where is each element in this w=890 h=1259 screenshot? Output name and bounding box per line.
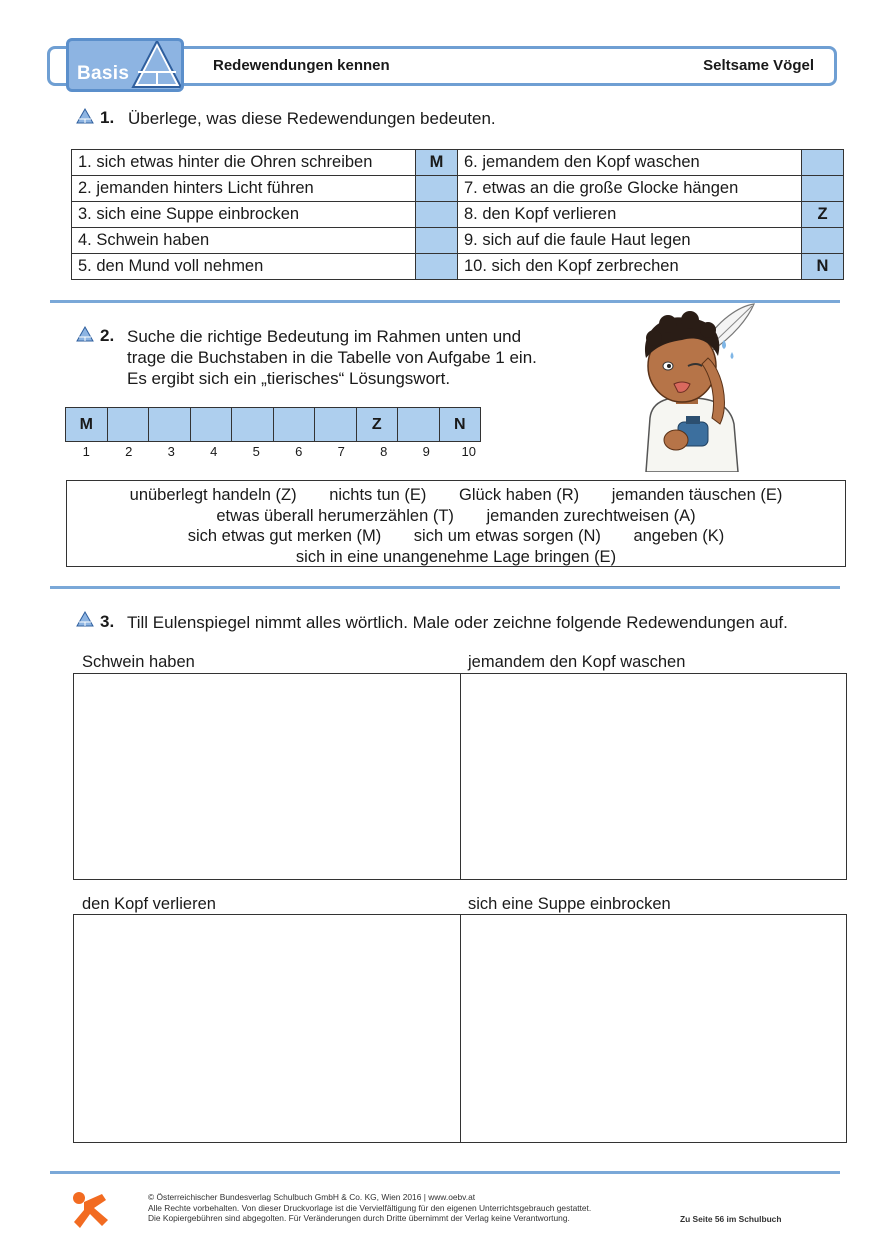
meaning-item: jemanden zurechtweisen (A) — [486, 506, 696, 525]
drawing-label: den Kopf verlieren — [82, 895, 216, 913]
solution-number: 5 — [252, 444, 260, 459]
footer-line: Alle Rechte vorbehalten. Von dieser Druckvorlage ist die Vervielfältigung für den eigenen Unterrichtsgebrauch gestattet. — [148, 1202, 592, 1213]
solution-number: 8 — [380, 444, 388, 459]
task-2-instruction-line: Suche die richtige Bedeutung im Rahmen unten und — [127, 327, 522, 346]
answer-cell[interactable]: M — [416, 150, 458, 176]
meaning-item: etwas überall herumerzählen (T) — [216, 506, 454, 525]
idiom-cell: 5. den Mund voll nehmen — [72, 254, 416, 280]
idiom-cell: 2. jemanden hinters Licht führen — [72, 176, 416, 202]
footer-page-reference: Zu Seite 56 im Schulbuch — [680, 1214, 782, 1224]
idiom-cell: 1. sich etwas hinter die Ohren schreiben — [72, 150, 416, 176]
solution-cell[interactable]: M — [65, 407, 108, 442]
solution-number: 4 — [210, 444, 218, 459]
task-2-instruction-line: Es ergibt sich ein „tierisches“ Lösungswort. — [127, 369, 451, 388]
answer-cell[interactable] — [416, 228, 458, 254]
drawing-label: sich eine Suppe einbrocken — [468, 895, 671, 913]
answer-cell[interactable] — [802, 150, 844, 176]
drawing-label: Schwein haben — [82, 653, 195, 671]
solution-cell[interactable] — [148, 407, 191, 442]
solution-word-row — [65, 407, 481, 442]
worksheet-title: Redewendungen kennen — [213, 57, 390, 74]
solution-number: 2 — [125, 444, 133, 459]
idiom-cell: 8. den Kopf verlieren — [458, 202, 802, 228]
meaning-item: unüberlegt handeln (Z) — [129, 486, 297, 504]
meanings-line — [67, 506, 845, 527]
idiom-cell: 4. Schwein haben — [72, 228, 416, 254]
section-divider — [50, 586, 840, 589]
table-row — [72, 202, 844, 228]
section-divider — [50, 1171, 840, 1174]
meanings-line — [67, 485, 845, 506]
table-row — [72, 228, 844, 254]
answer-cell[interactable]: N — [802, 254, 844, 280]
level-triangle-icon — [76, 108, 94, 124]
solution-cell[interactable] — [314, 407, 357, 442]
task-1-instruction: Überlege, was diese Redewendungen bedeuten. — [128, 109, 496, 128]
task-3-instruction: Till Eulenspiegel nimmt alles wörtlich. Male oder zeichne folgende Redewendungen auf. — [127, 613, 788, 632]
meaning-item: jemanden täuschen (E) — [611, 486, 783, 504]
meanings-line — [67, 526, 845, 547]
solution-number: 1 — [82, 444, 90, 459]
solution-number: 7 — [337, 444, 345, 459]
solution-cell[interactable]: Z — [356, 407, 399, 442]
solution-cell[interactable] — [273, 407, 316, 442]
table-row — [72, 176, 844, 202]
level-triangle-icon — [76, 326, 94, 342]
task-1-number: 1. — [100, 108, 115, 127]
solution-cell[interactable] — [190, 407, 233, 442]
idiom-cell: 6. jemandem den Kopf waschen — [458, 150, 802, 176]
level-triangle-icon — [131, 39, 183, 91]
meaning-item: Glück haben (R) — [459, 486, 580, 504]
answer-cell[interactable] — [802, 176, 844, 202]
worksheet-topic: Seltsame Vögel — [703, 57, 814, 74]
meaning-item: nichts tun (E) — [329, 486, 427, 504]
idiom-cell: 10. sich den Kopf zerbrechen — [458, 254, 802, 280]
footer-line: © Österreichischer Bundesverlag Schulbuch GmbH & Co. KG, Wien 2016 | www.oebv.at — [148, 1192, 476, 1202]
solution-cell[interactable] — [107, 407, 150, 442]
idiom-table — [71, 149, 844, 280]
publisher-logo-icon — [70, 1190, 112, 1230]
task-2-instruction-line: trage die Buchstaben in die Tabelle von Aufgabe 1 ein. — [127, 348, 537, 367]
idiom-cell: 3. sich eine Suppe einbrocken — [72, 202, 416, 228]
meanings-box — [66, 480, 846, 567]
meaning-item: sich in eine unangenehme Lage bringen (E) — [295, 547, 617, 566]
answer-cell[interactable] — [416, 176, 458, 202]
drawing-area[interactable] — [460, 914, 847, 1143]
solution-cell[interactable] — [231, 407, 274, 442]
answer-cell[interactable] — [416, 202, 458, 228]
solution-number: 10 — [461, 444, 476, 459]
meaning-item: sich um etwas sorgen (N) — [413, 527, 601, 545]
answer-cell[interactable] — [416, 254, 458, 280]
meaning-item: sich etwas gut merken (M) — [187, 527, 382, 545]
boy-with-quill-illustration — [612, 300, 762, 472]
table-row — [72, 254, 844, 280]
footer-line: Die Kopiergebühren sind abgegolten. Für Veränderungen durch Dritte übernimmt der Verlag keine Verantwortung. — [148, 1213, 570, 1223]
drawing-area[interactable] — [73, 673, 461, 880]
solution-number: 3 — [167, 444, 175, 459]
solution-number: 9 — [422, 444, 430, 459]
drawing-area[interactable] — [73, 914, 461, 1143]
table-row — [72, 150, 844, 176]
solution-cell[interactable] — [397, 407, 440, 442]
level-badge-label: Basis — [77, 63, 130, 84]
task-2-number: 2. — [100, 326, 115, 345]
solution-cell[interactable]: N — [439, 407, 482, 442]
drawing-label: jemandem den Kopf waschen — [468, 653, 686, 671]
answer-cell[interactable]: Z — [802, 202, 844, 228]
answer-cell[interactable] — [802, 228, 844, 254]
level-badge — [66, 38, 184, 92]
level-triangle-icon — [76, 611, 94, 627]
task-3-number: 3. — [100, 612, 115, 631]
idiom-cell: 7. etwas an die große Glocke hängen — [458, 176, 802, 202]
drawing-area[interactable] — [460, 673, 847, 880]
meanings-line — [67, 547, 845, 568]
footer-copyright — [148, 1192, 591, 1224]
solution-number-row — [65, 444, 490, 459]
solution-number: 6 — [295, 444, 303, 459]
meaning-item: angeben (K) — [633, 527, 725, 545]
idiom-cell: 9. sich auf die faule Haut legen — [458, 228, 802, 254]
